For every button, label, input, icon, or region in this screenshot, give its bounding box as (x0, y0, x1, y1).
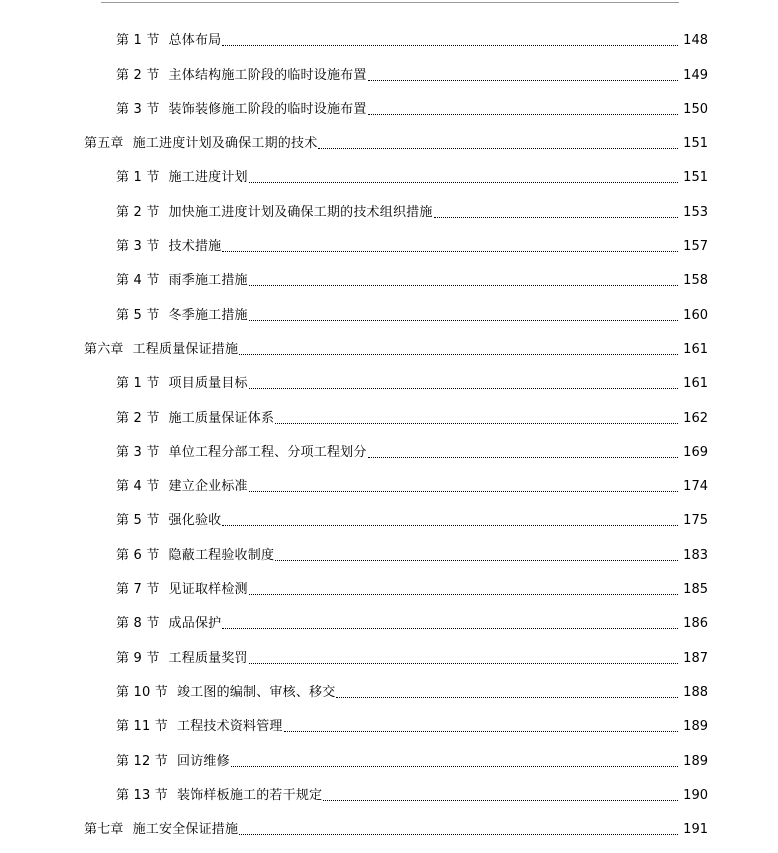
toc-entry-number: 第 4 节 (116, 273, 160, 289)
toc-page-number: 161 (683, 341, 708, 357)
toc-chapter-entry[interactable] (0, 812, 778, 846)
toc-entry-number: 第 3 节 (116, 239, 160, 255)
toc-dot-leader (368, 457, 678, 458)
toc-entry-number: 第 2 节 (116, 67, 160, 83)
toc-dot-leader (249, 388, 678, 389)
toc-section-entry[interactable] (0, 92, 778, 126)
toc-section-entry[interactable] (0, 297, 778, 331)
toc-entry-title: 主体结构施工阶段的临时设施布置 (168, 67, 367, 83)
toc-page-number: 153 (683, 204, 708, 220)
toc-entry-number: 第 7 节 (116, 582, 160, 598)
toc-dot-leader (239, 834, 678, 835)
toc-page-number: 189 (683, 753, 708, 769)
toc-entry-label (116, 754, 230, 770)
toc-entry-number: 第 8 节 (116, 616, 160, 632)
toc-entry-label (116, 68, 367, 84)
toc-entry-number: 第 10 节 (116, 684, 169, 700)
toc-entry-title: 见证取样检测 (168, 582, 248, 598)
toc-entry-label (116, 719, 283, 735)
toc-entry-title: 隐蔽工程验收制度 (168, 547, 275, 563)
toc-entry-label (116, 513, 221, 529)
toc-section-entry[interactable] (0, 23, 778, 57)
toc-entry-number: 第 1 节 (116, 376, 160, 392)
toc-entry-number: 第 1 节 (116, 170, 160, 186)
toc-section-entry[interactable] (0, 640, 778, 674)
toc-entry-label (116, 273, 248, 289)
toc-page-number: 157 (683, 239, 708, 255)
toc-section-entry[interactable] (0, 743, 778, 777)
toc-page-number: 158 (683, 273, 708, 289)
toc-entry-title: 施工进度计划 (168, 170, 248, 186)
toc-section-entry[interactable] (0, 606, 778, 640)
toc-section-entry[interactable] (0, 400, 778, 434)
toc-entry-label (116, 411, 274, 427)
toc-section-entry[interactable] (0, 675, 778, 709)
toc-entry-title: 竣工图的编制、审核、移交 (177, 684, 336, 700)
toc-page-number: 160 (683, 307, 708, 323)
toc-dot-leader (249, 182, 678, 183)
toc-entry-number: 第 11 节 (116, 719, 169, 735)
toc-section-entry[interactable] (0, 366, 778, 400)
toc-page-number: 190 (683, 787, 708, 803)
toc-entry-number: 第 2 节 (116, 410, 160, 426)
toc-entry-number: 第 5 节 (116, 513, 160, 529)
toc-entry-label (116, 445, 367, 461)
toc-dot-leader (222, 628, 678, 629)
toc-section-entry[interactable] (0, 160, 778, 194)
toc-entry-label (116, 33, 221, 49)
toc-entry-title: 建立企业标准 (168, 479, 248, 495)
toc-entry-title: 装饰样板施工的若干规定 (177, 787, 323, 803)
toc-entry-label (116, 102, 367, 118)
toc-entry-title: 装饰装修施工阶段的临时设施布置 (168, 101, 367, 117)
page-top-rule (101, 2, 679, 3)
toc-section-entry[interactable] (0, 229, 778, 263)
toc-page-number: 174 (683, 479, 708, 495)
toc-entry-number: 第 1 节 (116, 33, 160, 49)
toc-dot-leader (368, 114, 678, 115)
toc-page-number: 169 (683, 444, 708, 460)
toc-dot-leader (323, 800, 678, 801)
toc-entry-label (116, 651, 248, 667)
toc-page-number: 148 (683, 33, 708, 49)
toc-entry-label (84, 342, 238, 358)
toc-entry-label (116, 376, 248, 392)
toc-chapter-entry[interactable] (0, 126, 778, 160)
toc-entry-title: 冬季施工措施 (168, 307, 248, 323)
toc-page-number: 183 (683, 547, 708, 563)
toc-page-number: 151 (683, 136, 708, 152)
toc-dot-leader (434, 217, 678, 218)
toc-section-entry[interactable] (0, 435, 778, 469)
toc-entry-number: 第 3 节 (116, 444, 160, 460)
toc-dot-leader (275, 560, 678, 561)
toc-entry-number: 第 13 节 (116, 787, 169, 803)
toc-entry-title: 成品保护 (168, 616, 222, 632)
toc-page-number: 186 (683, 616, 708, 632)
toc-dot-leader (368, 80, 678, 81)
toc-entry-number: 第七章 (84, 822, 124, 838)
toc-section-entry[interactable] (0, 709, 778, 743)
toc-dot-leader (249, 285, 678, 286)
toc-page-number: 188 (683, 684, 708, 700)
toc-dot-leader (275, 423, 678, 424)
toc-dot-leader (249, 491, 678, 492)
toc-dot-leader (231, 766, 678, 767)
toc-entry-label (116, 788, 322, 804)
toc-page-number: 149 (683, 67, 708, 83)
toc-entry-label (116, 308, 248, 324)
toc-entry-label (116, 479, 248, 495)
toc-entry-number: 第 4 节 (116, 479, 160, 495)
toc-section-entry[interactable] (0, 57, 778, 91)
toc-entry-label (116, 582, 248, 598)
toc-page-number: 191 (683, 822, 708, 838)
toc-entry-label (116, 548, 274, 564)
toc-dot-leader (222, 45, 678, 46)
toc-page-number: 162 (683, 410, 708, 426)
toc-page-number: 175 (683, 513, 708, 529)
toc-dot-leader (336, 697, 678, 698)
toc-chapter-entry[interactable] (0, 332, 778, 366)
toc-page-number: 150 (683, 101, 708, 117)
toc-section-entry[interactable] (0, 503, 778, 537)
toc-entry-label (116, 239, 221, 255)
table-of-contents (0, 23, 778, 846)
toc-entry-title: 项目质量目标 (168, 376, 248, 392)
toc-dot-leader (249, 663, 678, 664)
toc-entry-label (116, 205, 433, 221)
toc-page-number: 161 (683, 376, 708, 392)
toc-entry-title: 施工进度计划及确保工期的技术 (132, 136, 318, 152)
toc-dot-leader (222, 525, 678, 526)
toc-entry-title: 工程质量奖罚 (168, 650, 248, 666)
toc-page-number: 189 (683, 719, 708, 735)
toc-entry-title: 工程技术资料管理 (177, 719, 283, 735)
toc-entry-number: 第 6 节 (116, 547, 160, 563)
toc-section-entry[interactable] (0, 263, 778, 297)
toc-dot-leader (249, 320, 678, 321)
toc-page-number: 151 (683, 170, 708, 186)
toc-entry-number: 第五章 (84, 136, 124, 152)
toc-section-entry[interactable] (0, 572, 778, 606)
toc-entry-title: 回访维修 (177, 753, 230, 769)
toc-section-entry[interactable] (0, 537, 778, 571)
toc-entry-label (116, 685, 335, 701)
toc-entry-number: 第 12 节 (116, 753, 169, 769)
toc-entry-label (84, 136, 317, 152)
toc-entry-title: 施工安全保证措施 (132, 822, 239, 838)
toc-entry-title: 总体布局 (168, 33, 222, 49)
toc-entry-label (116, 170, 248, 186)
toc-dot-leader (239, 354, 678, 355)
toc-entry-label (84, 822, 238, 838)
toc-entry-title: 雨季施工措施 (168, 273, 248, 289)
toc-entry-title: 加快施工进度计划及确保工期的技术组织措施 (168, 204, 433, 220)
toc-entry-number: 第 3 节 (116, 101, 160, 117)
toc-entry-title: 施工质量保证体系 (168, 410, 275, 426)
toc-entry-number: 第六章 (84, 341, 124, 357)
toc-page-number: 185 (683, 582, 708, 598)
toc-dot-leader (284, 731, 678, 732)
toc-entry-title: 单位工程分部工程、分项工程划分 (168, 444, 367, 460)
toc-entry-title: 强化验收 (168, 513, 222, 529)
toc-entry-number: 第 9 节 (116, 650, 160, 666)
toc-section-entry[interactable] (0, 469, 778, 503)
toc-entry-label (116, 616, 221, 632)
toc-section-entry[interactable] (0, 194, 778, 228)
toc-entry-number: 第 5 节 (116, 307, 160, 323)
toc-entry-number: 第 2 节 (116, 204, 160, 220)
toc-entry-title: 工程质量保证措施 (132, 341, 239, 357)
toc-dot-leader (222, 251, 678, 252)
toc-dot-leader (318, 148, 678, 149)
toc-entry-title: 技术措施 (168, 239, 222, 255)
toc-dot-leader (249, 594, 678, 595)
toc-section-entry[interactable] (0, 778, 778, 812)
toc-page-number: 187 (683, 650, 708, 666)
